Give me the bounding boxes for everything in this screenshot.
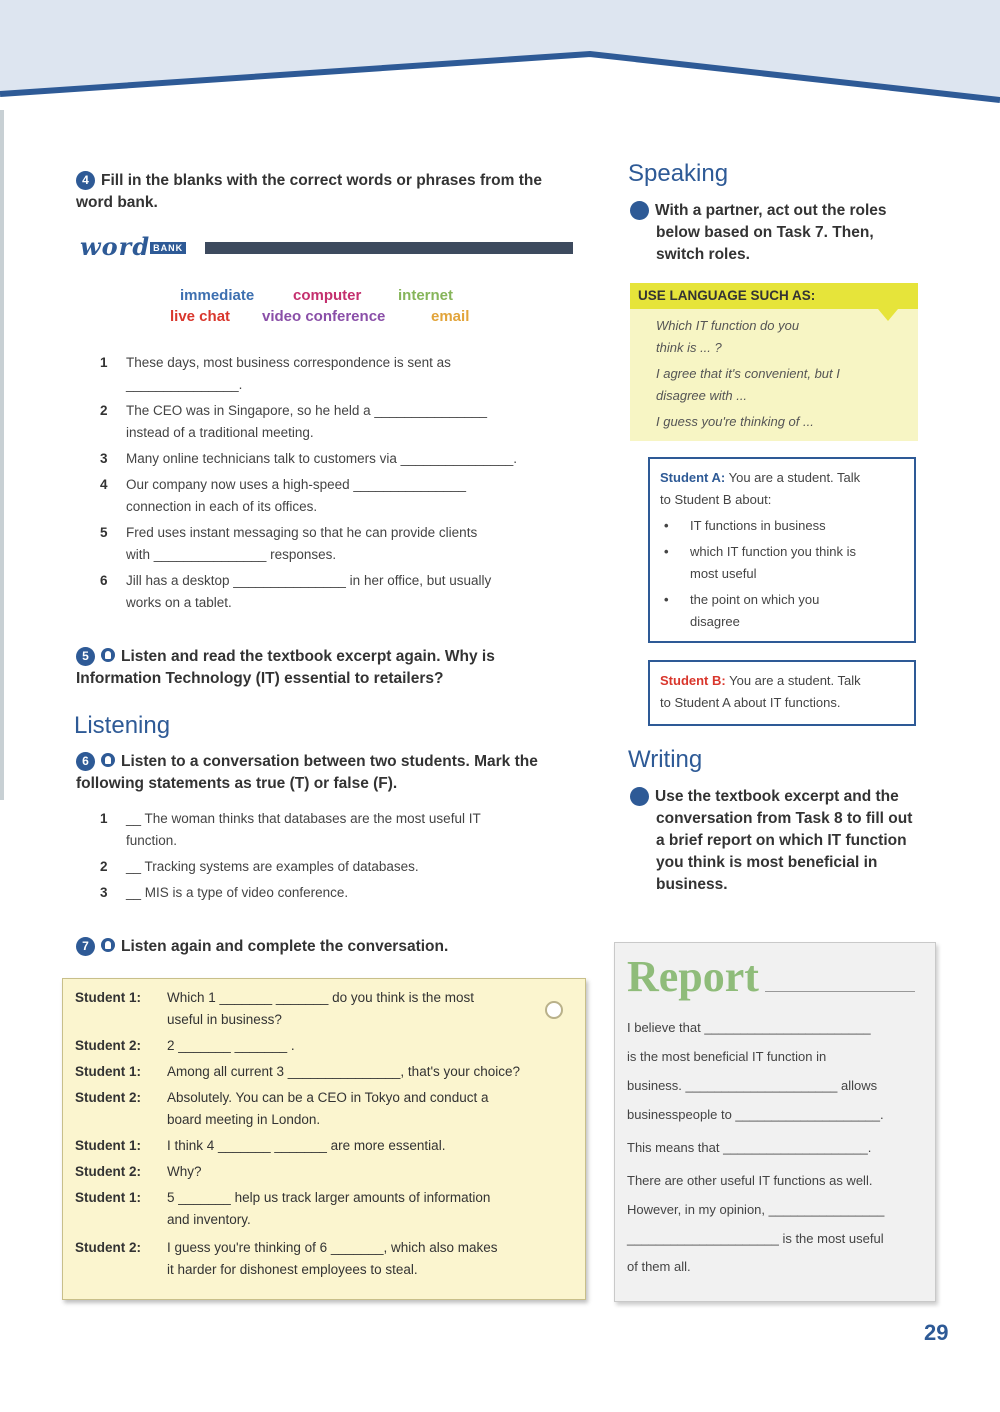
task-9-number: 9	[630, 787, 649, 806]
task-5-instruction: 5 Listen and read the textbook excerpt again. Why is Information Technology (IT) essential to retailers?	[76, 648, 495, 687]
list-item: 4 Our company now uses a high-speed _______________ connection in each of its offices.	[100, 477, 466, 514]
language-phrase: I agree that it's convenient, but I disagree with ...	[656, 366, 840, 403]
list-item: 2 __ Tracking systems are examples of databases.	[100, 859, 419, 874]
conversation-line: Student 1: 5 _______ help us track larger amounts of information and inventory.	[75, 1190, 491, 1227]
word-bank-word: email	[431, 308, 470, 325]
conversation-line: Student 2: 2 _______ _______ .	[75, 1038, 295, 1053]
task-4-number: 4	[76, 171, 95, 190]
task-4-instruction: 4 Fill in the blanks with the correct words or phrases from the word bank.	[76, 172, 542, 211]
task-8-instruction: 8 With a partner, act out the roles below based on Task 7. Then, switch roles.	[623, 202, 887, 263]
conversation-line: Student 2: Why?	[75, 1164, 202, 1179]
word-bank-logo: word BANK	[80, 232, 186, 261]
report-line: is the most beneficial IT function in	[627, 1049, 827, 1064]
task-6-number: 6	[76, 752, 95, 771]
conversation-note	[62, 978, 586, 1300]
list-item: 1 __ The woman thinks that databases are the most useful IT function.	[100, 811, 481, 848]
word-bank-word: video conference	[262, 308, 386, 325]
audio-icon	[101, 938, 115, 952]
report-card	[614, 942, 936, 1302]
conversation-line: Student 2: Absolutely. You can be a CEO in Tokyo and conduct a board meeting in London.	[75, 1090, 489, 1127]
listening-title: Listening	[74, 712, 171, 739]
word-bank-word: immediate	[180, 287, 255, 304]
task-4-items	[100, 352, 580, 618]
list-item: • IT functions in business	[664, 515, 826, 537]
report-line: However, in my opinion, ________________	[627, 1202, 885, 1217]
report-title-rule	[765, 991, 915, 992]
task-8-number: 8	[630, 201, 649, 220]
student-b-label: Student B:	[660, 673, 726, 688]
report-line: of them all.	[627, 1259, 691, 1274]
list-item: • the point on which you disagree	[664, 589, 819, 633]
conversation-line: Student 1: Among all current 3 _______________, that's your choice?	[75, 1064, 521, 1079]
audio-icon	[101, 753, 115, 767]
language-phrase: Which IT function do you think is ... ?	[656, 318, 800, 355]
report-line: This means that ____________________.	[627, 1140, 872, 1155]
word-bank-word: live chat	[170, 308, 231, 325]
word-bank-bar	[205, 242, 573, 254]
task-5-number: 5	[76, 647, 95, 666]
report-line: I believe that _______________________	[627, 1020, 871, 1035]
page-number: 29	[924, 1320, 949, 1345]
conversation-line: Student 2: I guess you're thinking of 6 _______, which also makes it harder for dishonest employees to steal.	[75, 1240, 498, 1277]
list-item: 6 Jill has a desktop _______________ in her office, but usually works on a tablet.	[100, 573, 492, 610]
speaking-title: Speaking	[628, 160, 729, 187]
audio-icon	[101, 648, 115, 662]
list-item: 5 Fred uses instant messaging so that he can provide clients with _______________ responses.	[100, 525, 478, 562]
word-bank-word: internet	[398, 287, 454, 304]
report-title: Report	[627, 952, 759, 1001]
task-7-instruction: 7 Listen again and complete the conversation.	[76, 936, 576, 958]
word-bank-word: computer	[293, 287, 362, 304]
speech-pointer-icon	[878, 309, 898, 321]
report-line: _____________________ is the most useful	[627, 1231, 884, 1246]
task-6-items	[100, 808, 580, 908]
writing-title: Writing	[628, 746, 703, 773]
language-box	[630, 283, 918, 441]
language-box-header: USE LANGUAGE SUCH AS:	[630, 283, 918, 309]
report-line: business. _____________________ allows	[627, 1078, 878, 1093]
list-item: 3 __ MIS is a type of video conference.	[100, 885, 349, 900]
list-item: 3 Many online technicians talk to customers via _______________.	[100, 451, 517, 466]
task-9-instruction: 9 Use the textbook excerpt and the conversation from Task 8 to fill out a brief report on which IT function you think is most beneficial in business.	[623, 788, 913, 893]
student-a-card: Student A: You are a student. Talk to Student B about: • IT functions in business • which IT function you think is most useful • the point on which you disagree	[648, 457, 916, 643]
page-side-bar	[0, 110, 4, 800]
task-6-instruction: 6 Listen to a conversation between two students. Mark the following statements as true (T) or false (F).	[76, 753, 538, 792]
list-item: • which IT function you think is most useful	[664, 541, 856, 585]
student-b-card: Student B: You are a student. Talk to Student A about IT functions.	[648, 660, 916, 726]
list-item: 1 These days, most business correspondence is sent as _______________.	[100, 355, 451, 392]
language-phrase: I guess you're thinking of ...	[656, 414, 814, 429]
task-7-number: 7	[76, 937, 95, 956]
header-band	[0, 0, 1000, 120]
report-line: businesspeople to ____________________.	[627, 1107, 884, 1122]
conversation-line: Student 1: I think 4 _______ _______ are more essential.	[75, 1138, 446, 1153]
list-item: 2 The CEO was in Singapore, so he held a _______________ instead of a traditional meeting.	[100, 403, 488, 440]
student-a-label: Student A:	[660, 470, 726, 485]
conversation-line: Student 1: Which 1 _______ _______ do you think is the most useful in business?	[75, 990, 474, 1027]
report-line: There are other useful IT functions as well.	[627, 1173, 873, 1188]
